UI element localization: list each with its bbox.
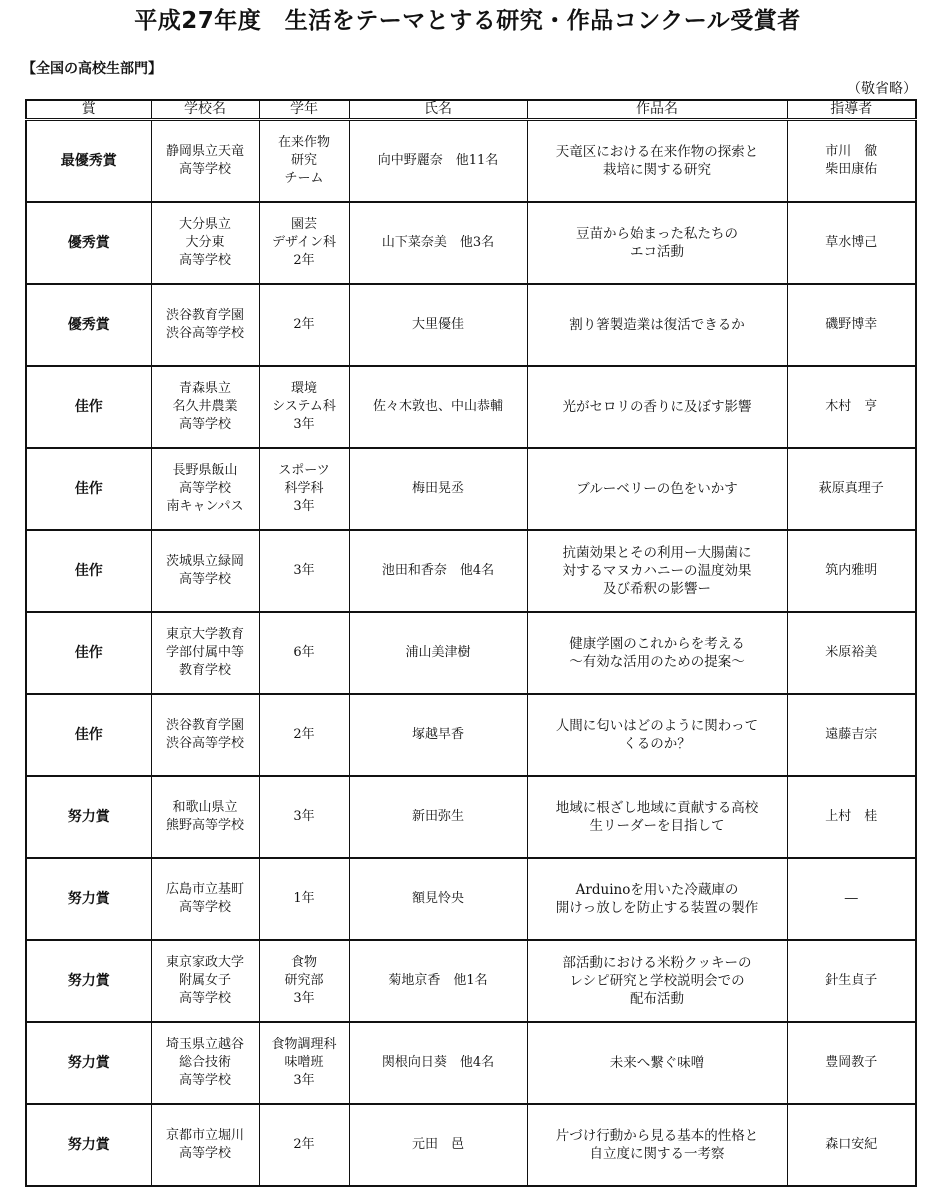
name-cell: 新田弥生: [349, 776, 527, 858]
award-cell: 優秀賞: [26, 202, 151, 284]
grade-cell: 園芸 デザイン科 2年: [259, 202, 349, 284]
grade-cell: 在来作物 研究 チーム: [259, 120, 349, 203]
grade-cell: 2年: [259, 1104, 349, 1186]
header-row: [26, 100, 916, 120]
school-cell: 茨城県立緑岡 高等学校: [151, 530, 259, 612]
table-row: [26, 284, 916, 366]
table-row: [26, 1022, 916, 1104]
header-advisor: 指導者: [787, 100, 916, 120]
award-cell: 佳作: [26, 366, 151, 448]
school-cell: 埼玉県立越谷 総合技術 高等学校: [151, 1022, 259, 1104]
table-row: [26, 612, 916, 694]
grade-cell: スポーツ 科学科 3年: [259, 448, 349, 530]
name-cell: 塚越早香: [349, 694, 527, 776]
table-row: [26, 530, 916, 612]
advisor-cell: 萩原真理子: [787, 448, 916, 530]
advisor-cell: 針生貞子: [787, 940, 916, 1022]
grade-cell: 食物調理科 味噌班 3年: [259, 1022, 349, 1104]
award-cell: 努力賞: [26, 1104, 151, 1186]
advisor-cell: 遠藤吉宗: [787, 694, 916, 776]
award-cell: 努力賞: [26, 940, 151, 1022]
work-cell: 割り箸製造業は復活できるか: [527, 284, 787, 366]
grade-cell: 6年: [259, 612, 349, 694]
award-cell: 佳作: [26, 448, 151, 530]
work-cell: 健康学園のこれからを考える ～有効な活用のための提案～: [527, 612, 787, 694]
header-grade: 学年: [259, 100, 349, 120]
school-cell: 和歌山県立 熊野高等学校: [151, 776, 259, 858]
school-cell: 長野県飯山 高等学校 南キャンパス: [151, 448, 259, 530]
work-cell: 片づけ行動から見る基本的性格と 自立度に関する一考察: [527, 1104, 787, 1186]
header-school: 学校名: [151, 100, 259, 120]
table-row: [26, 448, 916, 530]
work-cell: Arduinoを用いた冷蔵庫の 開けっ放しを防止する装置の製作: [527, 858, 787, 940]
table-row: [26, 366, 916, 448]
name-cell: 関根向日葵 他4名: [349, 1022, 527, 1104]
header-work: 作品名: [527, 100, 787, 120]
work-cell: 光がセロリの香りに及ぼす影響: [527, 366, 787, 448]
work-cell: 抗菌効果とその利用ー大腸菌に 対するマヌカハニーの温度効果 及び希釈の影響ー: [527, 530, 787, 612]
advisor-cell: 木村 亨: [787, 366, 916, 448]
grade-cell: 1年: [259, 858, 349, 940]
grade-cell: 2年: [259, 694, 349, 776]
table-row: [26, 694, 916, 776]
name-cell: 向中野麗奈 他11名: [349, 120, 527, 203]
work-cell: 未来へ繋ぐ味噌: [527, 1022, 787, 1104]
header-name: 氏名: [349, 100, 527, 120]
work-cell: 人間に匂いはどのように関わって くるのか？: [527, 694, 787, 776]
award-cell: 優秀賞: [26, 284, 151, 366]
table-row: [26, 940, 916, 1022]
grade-cell: 3年: [259, 776, 349, 858]
advisor-cell: 草水博己: [787, 202, 916, 284]
school-cell: 広島市立基町 高等学校: [151, 858, 259, 940]
grade-cell: 食物 研究部 3年: [259, 940, 349, 1022]
table-row: [26, 120, 916, 203]
advisor-cell: 米原裕美: [787, 612, 916, 694]
name-cell: 額見怜央: [349, 858, 527, 940]
name-cell: 元田 邑: [349, 1104, 527, 1186]
award-cell: 佳作: [26, 612, 151, 694]
name-cell: 佐々木敦也、中山恭輔: [349, 366, 527, 448]
award-cell: 努力賞: [26, 776, 151, 858]
award-cell: 佳作: [26, 530, 151, 612]
award-cell: 佳作: [26, 694, 151, 776]
table-row: [26, 776, 916, 858]
award-cell: 努力賞: [26, 858, 151, 940]
grade-cell: 2年: [259, 284, 349, 366]
school-cell: 東京家政大学 附属女子 高等学校: [151, 940, 259, 1022]
school-cell: 京都市立堀川 高等学校: [151, 1104, 259, 1186]
work-cell: 地域に根ざし地域に貢献する高校 生リーダーを目指して: [527, 776, 787, 858]
grade-cell: 3年: [259, 530, 349, 612]
work-cell: 天竜区における在来作物の探索と 栽培に関する研究: [527, 120, 787, 203]
work-cell: 部活動における米粉クッキーの レシピ研究と学校説明会での 配布活動: [527, 940, 787, 1022]
work-cell: 豆苗から始まった私たちの エコ活動: [527, 202, 787, 284]
section-heading: 【全国の高校生部門】: [22, 61, 162, 77]
name-cell: 浦山美津樹: [349, 612, 527, 694]
advisor-cell: 磯野博幸: [787, 284, 916, 366]
honorific-note: （敬省略）: [847, 81, 917, 97]
advisor-cell: 上村 桂: [787, 776, 916, 858]
school-cell: 渋谷教育学園 渋谷高等学校: [151, 284, 259, 366]
award-cell: 最優秀賞: [26, 120, 151, 203]
school-cell: 東京大学教育 学部付属中等 教育学校: [151, 612, 259, 694]
award-cell: 努力賞: [26, 1022, 151, 1104]
school-cell: 大分県立 大分東 高等学校: [151, 202, 259, 284]
page-title: 平成27年度 生活をテーマとする研究・作品コンクール受賞者: [134, 8, 801, 34]
work-cell: ブルーベリーの色をいかす: [527, 448, 787, 530]
school-cell: 静岡県立天竜 高等学校: [151, 120, 259, 203]
school-cell: 青森県立 名久井農業 高等学校: [151, 366, 259, 448]
name-cell: 梅田晃丞: [349, 448, 527, 530]
advisor-cell: 豊岡教子: [787, 1022, 916, 1104]
awards-table: [25, 99, 917, 1187]
name-cell: 菊地京香 他1名: [349, 940, 527, 1022]
name-cell: 大里優佳: [349, 284, 527, 366]
table-row: [26, 858, 916, 940]
name-cell: 山下菜奈美 他3名: [349, 202, 527, 284]
advisor-cell: 筑内雅明: [787, 530, 916, 612]
grade-cell: 環境 システム科 3年: [259, 366, 349, 448]
table-row: [26, 202, 916, 284]
advisor-cell: 森口安紀: [787, 1104, 916, 1186]
table-row: [26, 1104, 916, 1186]
advisor-cell: 市川 徹 柴田康佑: [787, 120, 916, 203]
school-cell: 渋谷教育学園 渋谷高等学校: [151, 694, 259, 776]
advisor-cell: ―: [787, 858, 916, 940]
header-award: 賞: [26, 100, 151, 120]
name-cell: 池田和香奈 他4名: [349, 530, 527, 612]
